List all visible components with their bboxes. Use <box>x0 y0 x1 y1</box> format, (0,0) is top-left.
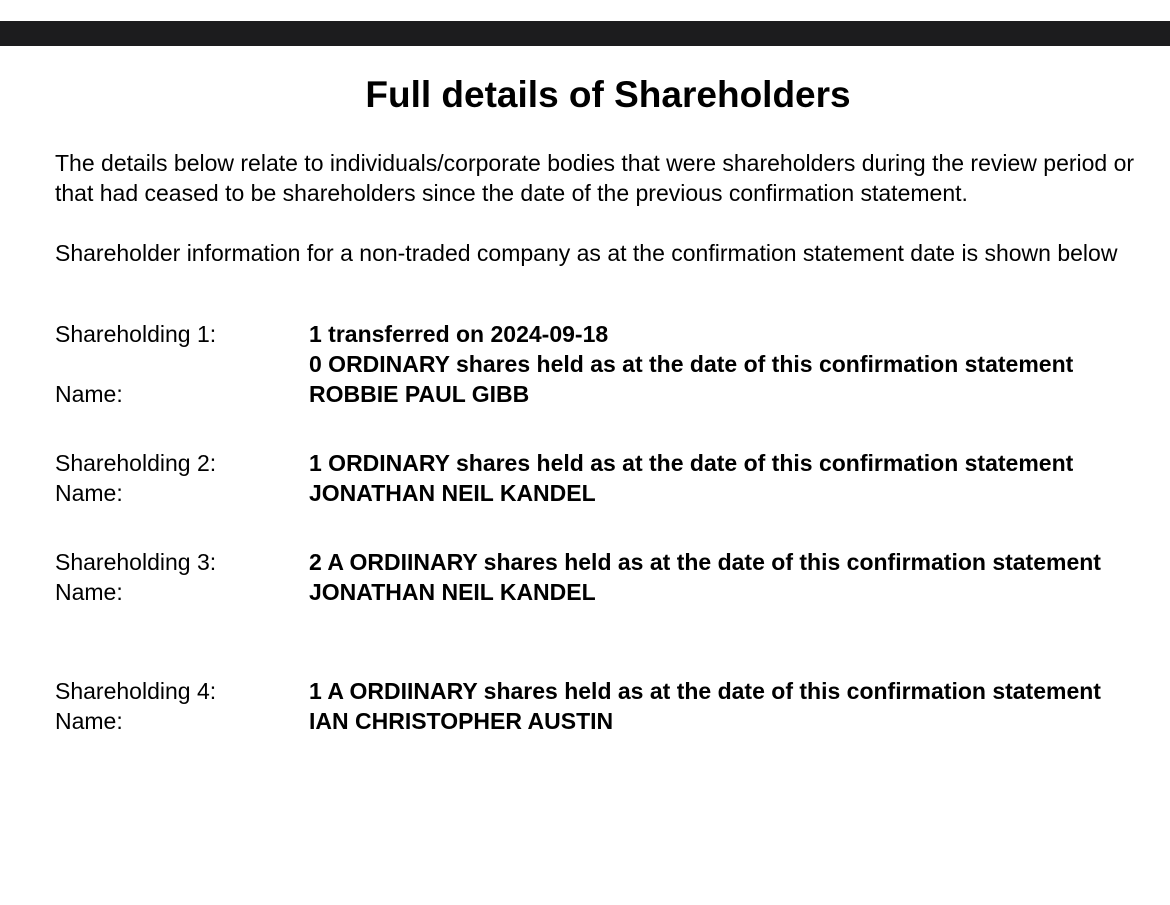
name-label: Name: <box>55 708 123 734</box>
name-label: Name: <box>55 579 123 605</box>
name-label: Name: <box>55 480 123 506</box>
page-title: Full details of Shareholders <box>365 74 851 115</box>
shareholding-row <box>55 319 1165 379</box>
shareholding-label: Shareholding 2: <box>55 450 217 476</box>
shareholder-name: JONATHAN NEIL KANDEL <box>309 579 596 605</box>
shares-held: 0 ORDINARY shares held as at the date of this confirmation statement <box>309 351 1074 377</box>
shareholding-row <box>55 448 1165 478</box>
shareholding-label: Shareholding 1: <box>55 321 217 347</box>
shareholding-block <box>55 319 1165 409</box>
shares-held: 1 ORDINARY shares held as at the date of this confirmation statement <box>309 450 1074 476</box>
shareholder-name: JONATHAN NEIL KANDEL <box>309 480 596 506</box>
shareholding-label: Shareholding 4: <box>55 678 217 704</box>
intro-paragraph: Shareholder information for a non-traded company as at the confirmation statement date is shown below <box>55 240 1118 266</box>
name-row <box>55 577 1165 607</box>
name-row <box>55 706 1165 736</box>
shares-held: 1 A ORDIINARY shares held as at the date of this confirmation statement <box>309 678 1101 704</box>
name-label: Name: <box>55 381 123 407</box>
name-row <box>55 379 1165 409</box>
name-row <box>55 478 1165 508</box>
intro-paragraph: The details below relate to individuals/corporate bodies that were shareholders during the review period or that had ceased to be shareholders since the date of the previous confirmation statement. <box>55 150 1135 206</box>
shareholding-row <box>55 547 1165 577</box>
shareholder-name: ROBBIE PAUL GIBB <box>309 381 530 407</box>
shareholder-name: IAN CHRISTOPHER AUSTIN <box>309 708 614 734</box>
shareholding-block <box>55 676 1165 736</box>
transfer-info: 1 transferred on 2024-09-18 <box>309 321 609 347</box>
shares-held: 2 A ORDIINARY shares held as at the date of this confirmation statement <box>309 549 1101 575</box>
shareholding-label: Shareholding 3: <box>55 549 217 575</box>
top-bar <box>0 21 1170 46</box>
shareholding-block <box>55 547 1165 607</box>
shareholding-values <box>309 319 1165 379</box>
shareholding-row <box>55 676 1165 706</box>
shareholding-block <box>55 448 1165 508</box>
